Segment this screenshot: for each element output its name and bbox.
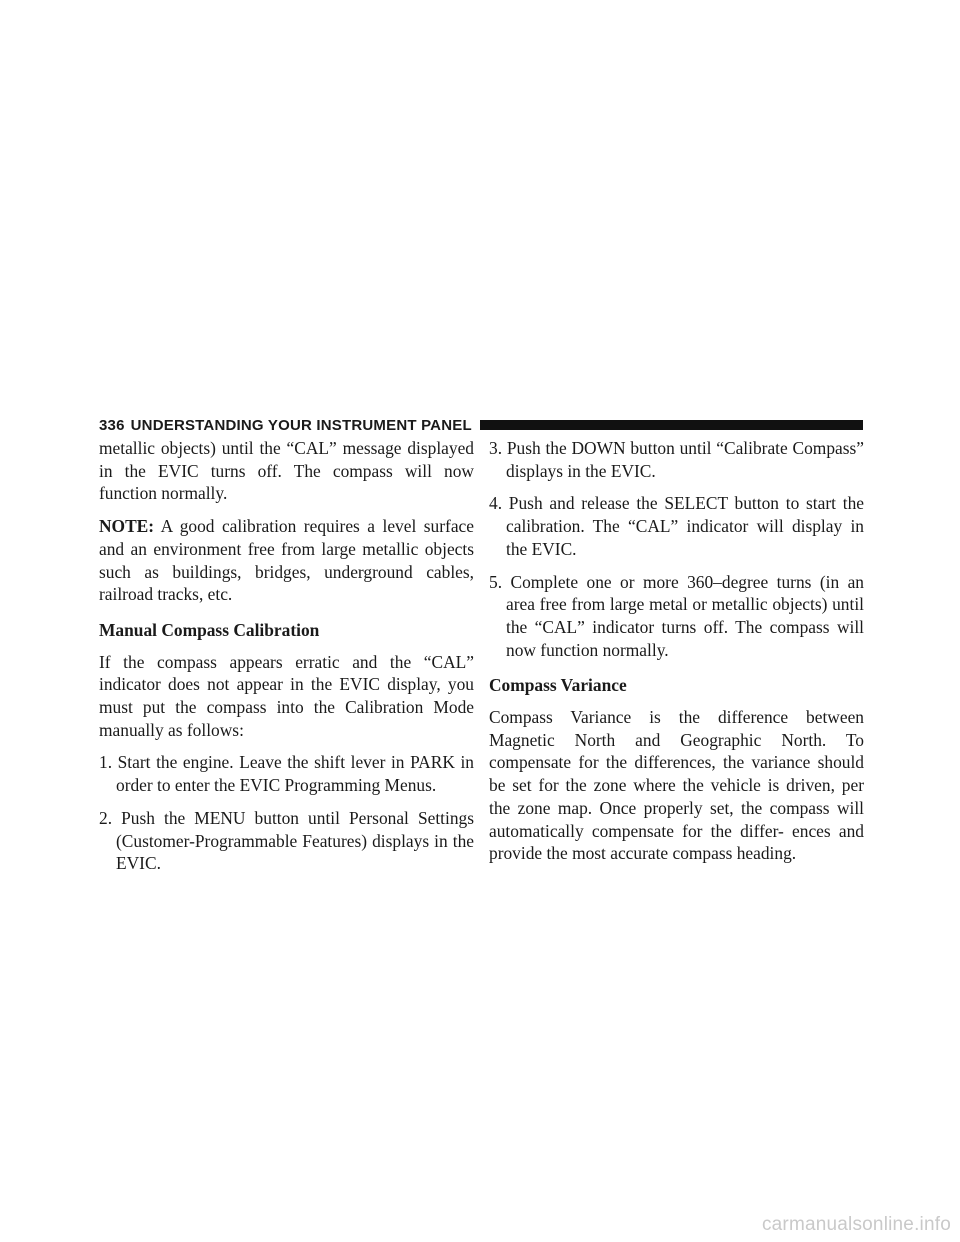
compass-variance-paragraph: Compass Variance is the difference between Magnetic North and Geographic North. To compensate for the differences, the variance should be set for the zone where the vehicle is driven, per the zone map. Once properly set, the compass will automatically compensate for the differ- ences and provide the most accurate compass heading. bbox=[489, 707, 864, 864]
step-3: 3. Push the DOWN button until “Calibrate Compass” displays in the EVIC. bbox=[489, 438, 864, 481]
step-4: 4. Push and release the SELECT button to start the calibration. The “CAL” indicator will display in the EVIC. bbox=[489, 493, 864, 559]
step-1: 1. Start the engine. Leave the shift lever in PARK in order to enter the EVIC Programming Menus. bbox=[99, 752, 474, 796]
right-column bbox=[489, 437, 864, 875]
note-paragraph bbox=[99, 515, 474, 606]
header-rule-bar bbox=[480, 420, 863, 430]
manual-calibration-paragraph: If the compass appears erratic and the “CAL” indicator does not appear in the EVIC display, you must put the compass into the Calibration Mode manually as follows: bbox=[99, 651, 474, 740]
intro-paragraph: metallic objects) until the “CAL” message displayed in the EVIC turns off. The compass will now function normally. bbox=[99, 438, 474, 504]
note-text: A good calibration requires a level surface and an environment free from large metallic objects such as buildings, bridges, underground cables, railroad tracks, etc. bbox=[99, 516, 474, 605]
section-title: UNDERSTANDING YOUR INSTRUMENT PANEL bbox=[130, 416, 472, 434]
page-header bbox=[99, 416, 863, 434]
manual-calibration-heading: Manual Compass Calibration bbox=[99, 619, 320, 640]
watermark: carmanualsonline.info bbox=[761, 1214, 951, 1235]
step-2: 2. Push the MENU button until Personal Settings (Customer-Programmable Features) displays in the EVIC. bbox=[99, 807, 474, 874]
step-5: 5. Complete one or more 360–degree turns (in an area free from large metal or metallic objects) until the “CAL” indicator turns off. The compass will now function normally. bbox=[489, 571, 864, 660]
compass-variance-heading: Compass Variance bbox=[489, 675, 627, 696]
left-column bbox=[99, 437, 474, 885]
note-label: NOTE: bbox=[99, 516, 155, 537]
page-number: 336 bbox=[99, 416, 125, 434]
